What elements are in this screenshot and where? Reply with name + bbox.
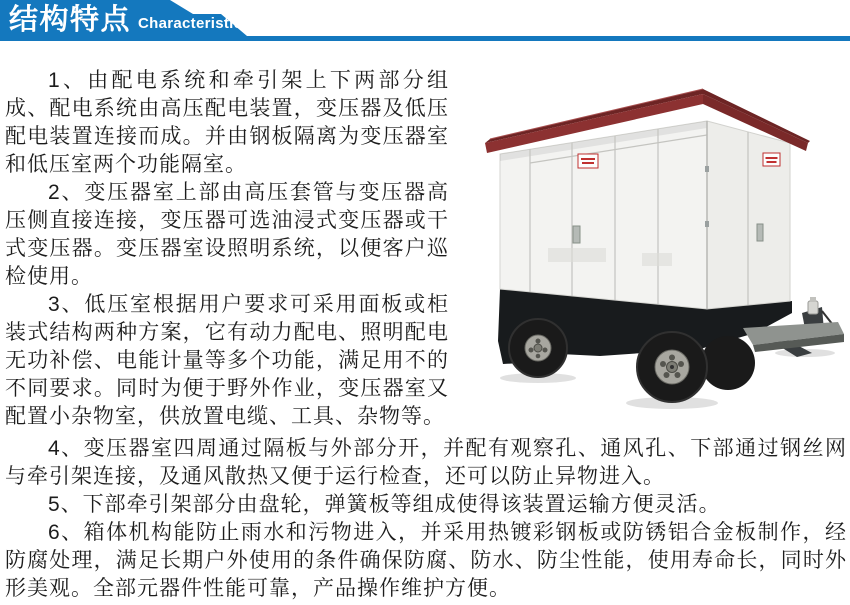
hitch-cylinder xyxy=(808,301,818,314)
feature-item-1: 1、由配电系统和牵引架上下两部分组成、配电系统由高压配电装置，变压器及低压配电装置连接而成。并由钢板隔离为变压器室和低压室两个功能隔室。 xyxy=(5,69,449,176)
rear-far-wheel xyxy=(701,336,755,390)
feature-item-5: 5、下部牵引架部分由盘轮，弹簧板等组成使得该装置运输方便灵活。 xyxy=(48,493,721,516)
vent-grille xyxy=(642,253,672,266)
feature-item-6: 6、箱体机构能防止雨水和污物进入，并采用热镀彩钢板或防锈铝合金板制作，经防腐处理，满足长期户外使用的条件确保防腐、防水、防尘性能，使用寿命长，同时外形美观。全部元器件性能可靠，产品操作维护方便。 xyxy=(5,521,847,600)
feature-item-4: 4、变压器室四周通过隔板与外部分开，并配有观察孔、通风孔、下部通过钢丝网与牵引架连接，及通风散热又便于运行检查，还可以防止异物进入。 xyxy=(5,437,847,488)
vent-grille xyxy=(548,248,606,262)
hitch-cap xyxy=(810,297,816,302)
section-header xyxy=(0,0,850,42)
page-subtitle: Characteristic xyxy=(138,15,243,32)
feature-text-block xyxy=(0,42,850,603)
rear-wheel xyxy=(637,332,707,402)
warning-plate xyxy=(763,153,780,166)
product-photo xyxy=(455,71,847,429)
trailer-substation-illustration xyxy=(455,71,847,429)
hinge xyxy=(705,166,709,172)
page-title: 结构特点 xyxy=(9,4,132,36)
door-handle xyxy=(757,224,763,241)
warning-plate xyxy=(578,154,598,168)
front-wheel xyxy=(509,319,567,377)
feature-item-2: 2、变压器室上部由高压套管与变压器高压侧直接连接，变压器可选油浸式变压器或干式变压器。变压器室设照明系统，以便客户巡检使用。 xyxy=(5,181,449,288)
feature-item-3: 3、低压室根据用户要求可采用面板或柜装式结构两种方案，它有动力配电、照明配电无功补偿、电能计量等多个功能，满足用不的不同要求。同时为便于野外作业，变压器室又配置小杂物室，供放置电缆、工具、杂物等。 xyxy=(5,293,449,428)
hinge xyxy=(705,221,709,227)
door-handle xyxy=(573,226,580,243)
